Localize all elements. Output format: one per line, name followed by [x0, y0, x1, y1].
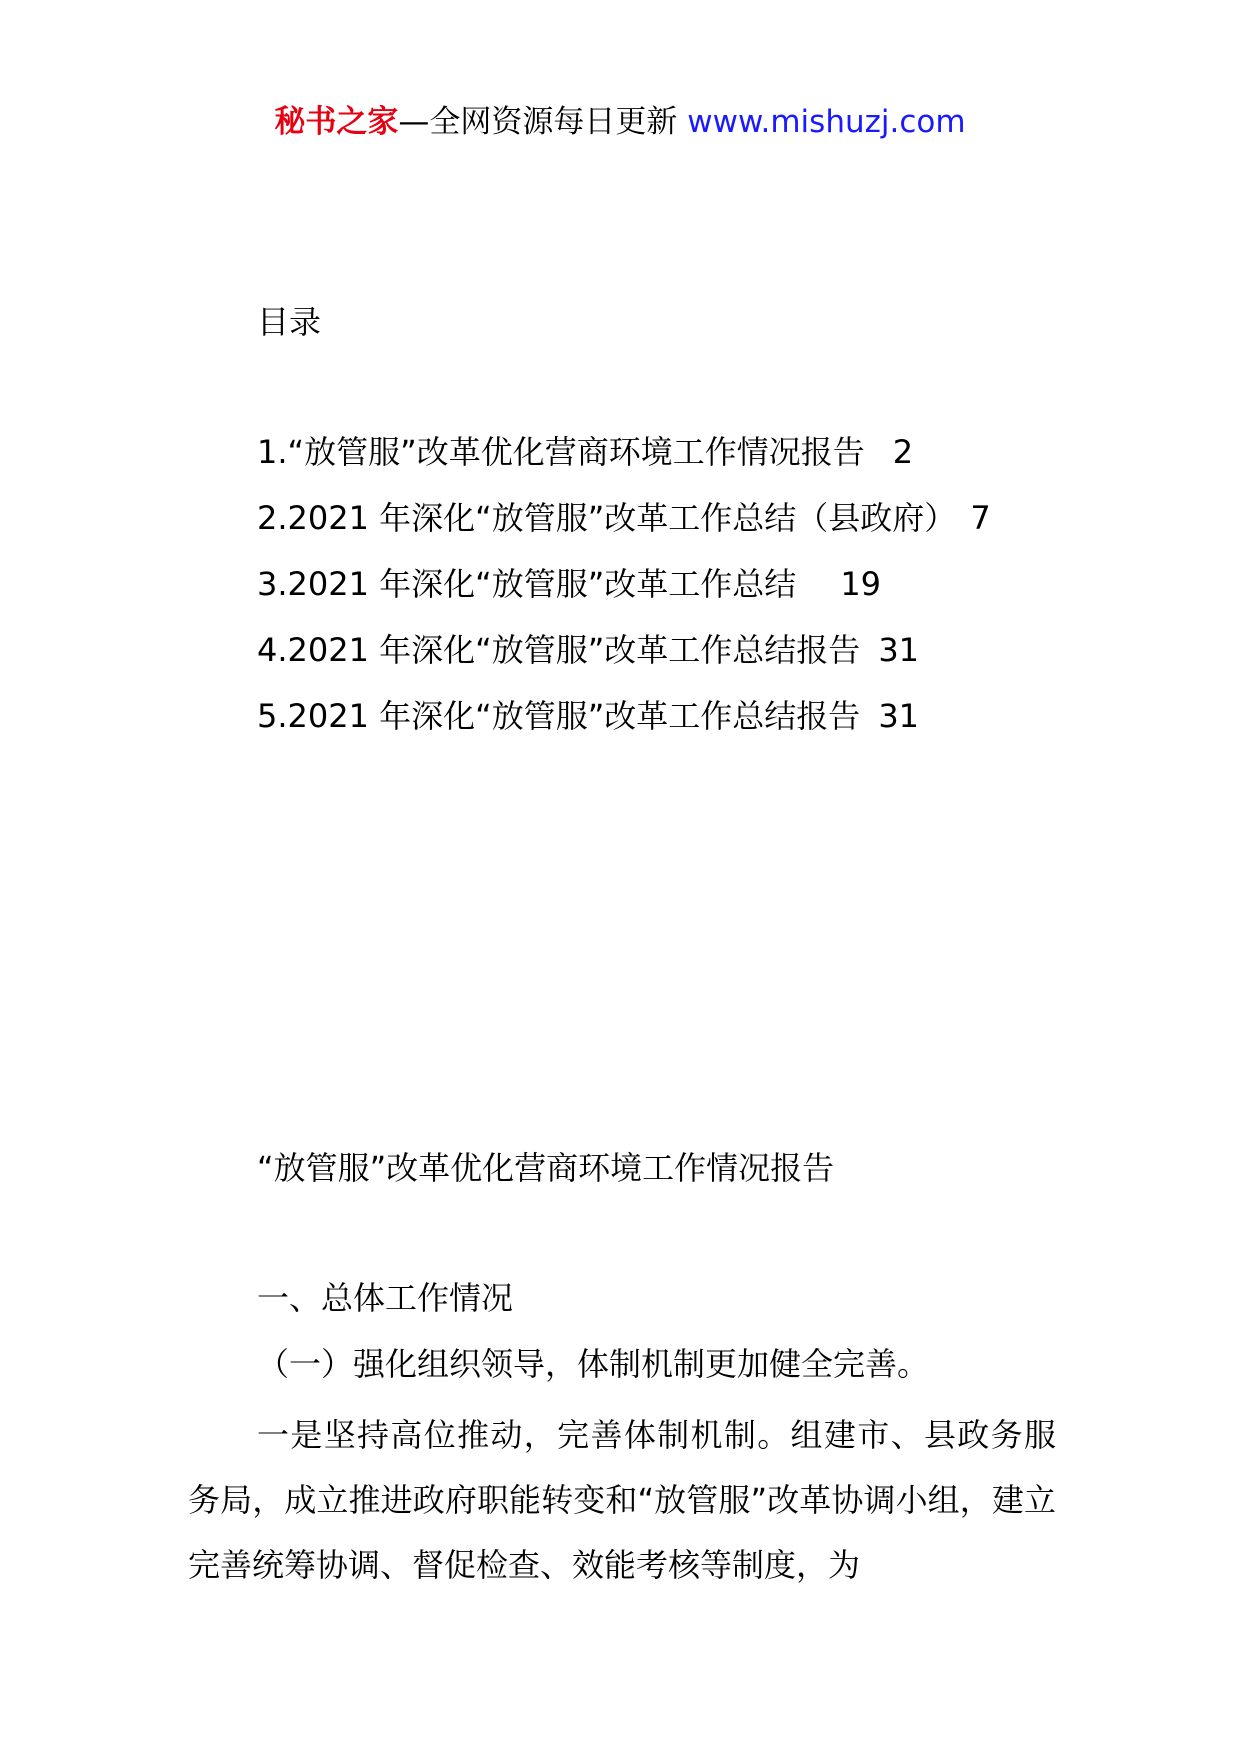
site-header	[0, 100, 1240, 144]
toc-item-label: 2.2021 年深化“放管服”改革工作总结（县政府）	[257, 499, 957, 537]
toc-item[interactable]	[257, 430, 1157, 496]
document-title: “放管服”改革优化营商环境工作情况报告	[257, 1149, 835, 1187]
toc-item[interactable]	[257, 562, 1157, 628]
header-tagline: —全网资源每日更新	[398, 104, 688, 140]
toc-title: 目录	[257, 303, 322, 341]
toc-item-page: 31	[878, 631, 920, 669]
toc-item-page: 7	[970, 499, 991, 537]
section-heading: 一、总体工作情况	[257, 1279, 514, 1317]
toc-item[interactable]	[257, 694, 1157, 760]
toc-item[interactable]	[257, 496, 1157, 562]
body-paragraph: 一是坚持高位推动，完善体制机制。组建市、县政务服务局，成立推进政府职能转变和“放管服”改革协调小组，建立完善统筹协调、督促检查、效能考核等制度，为	[188, 1416, 1056, 1584]
subsection-heading: （一）强化组织领导，体制机制更加健全完善。	[257, 1345, 930, 1383]
site-url-link[interactable]: www.mishuzj.com	[687, 104, 966, 140]
toc-item-label: 5.2021 年深化“放管服”改革工作总结报告	[257, 697, 861, 735]
toc-item-page: 2	[892, 433, 914, 471]
toc-item-label: 4.2021 年深化“放管服”改革工作总结报告	[257, 631, 861, 669]
table-of-contents	[257, 430, 1157, 760]
toc-item-page: 19	[840, 565, 882, 603]
toc-item[interactable]	[257, 628, 1157, 694]
toc-item-label: 1.“放管服”改革优化营商环境工作情况报告	[257, 433, 865, 471]
brand-name: 秘书之家	[274, 104, 399, 140]
toc-item-label: 3.2021 年深化“放管服”改革工作总结	[257, 565, 797, 603]
toc-item-page: 31	[878, 697, 920, 735]
